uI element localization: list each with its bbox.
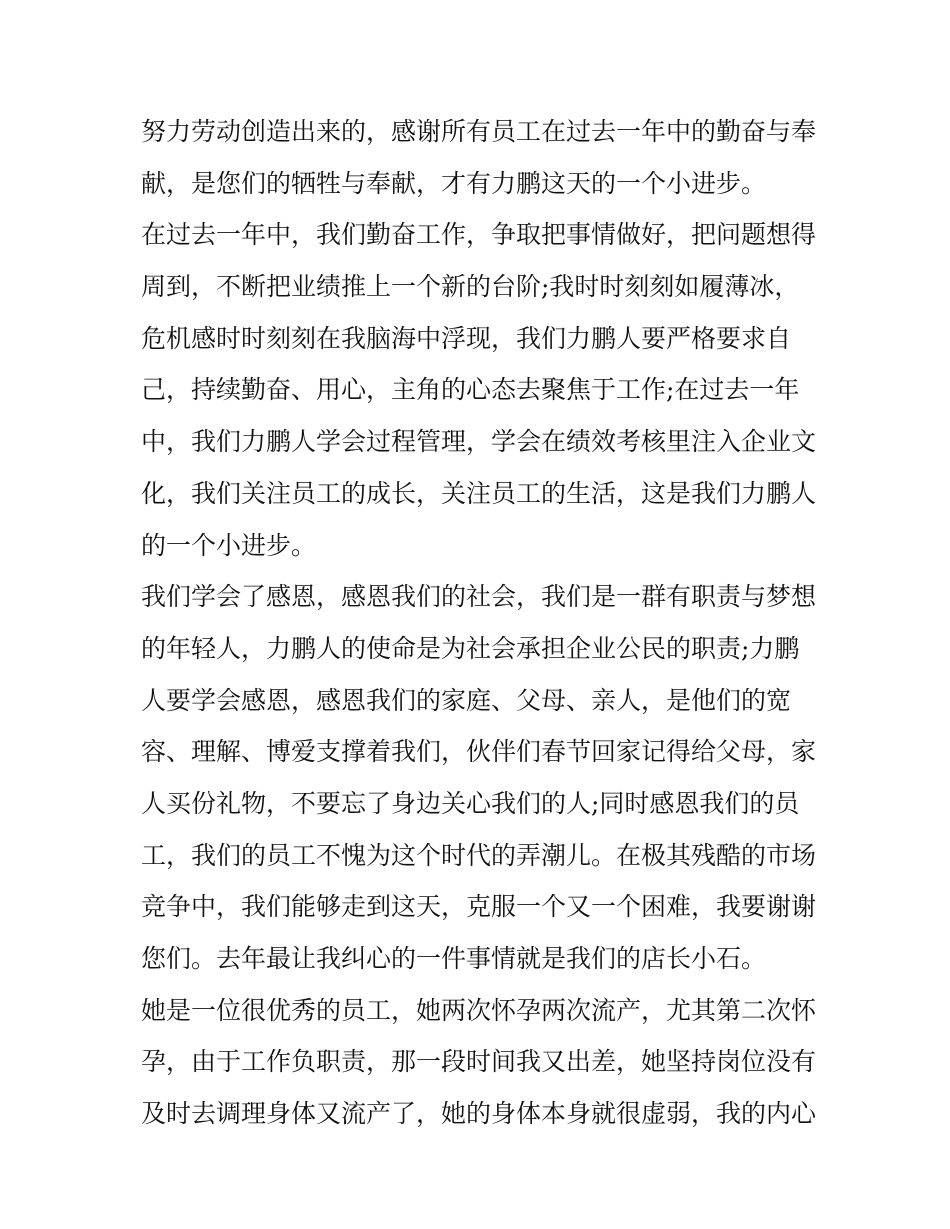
body-text xyxy=(141,106,821,1140)
text-line: 在过去一年中，我们勤奋工作，争取把事情做好，把问题想得 xyxy=(141,220,817,250)
text-line: 工，我们的员工不愧为这个时代的弄潮儿。在极其残酷的市场 xyxy=(141,840,817,870)
text-line: 的一个小进步。 xyxy=(141,530,317,560)
text-line: 人买份礼物，不要忘了身边关心我们的人;同时感恩我们的员 xyxy=(141,788,800,818)
text-line: 及时去调理身体又流产了，她的身体本身就很虚弱，我的内心 xyxy=(141,1099,817,1129)
text-line: 己，持续勤奋、用心，主角的心态去聚焦于工作;在过去一年 xyxy=(141,375,800,405)
text-line: 努力劳动创造出来的，感谢所有员工在过去一年中的勤奋与奉 xyxy=(141,117,817,146)
text-line: 化，我们关注员工的成长，关注员工的生活，这是我们力鹏人 xyxy=(141,478,817,508)
text-line: 献，是您们的牺牲与奉献，才有力鹏这天的一个小进步。 xyxy=(141,168,767,198)
text-line: 人要学会感恩，感恩我们的家庭、父母、亲人，是他们的宽 xyxy=(141,685,792,715)
text-line: 危机感时时刻刻在我脑海中浮现，我们力鹏人要严格要求自 xyxy=(141,323,792,353)
text-line: 您们。去年最让我纠心的一件事情就是我们的店长小石。 xyxy=(141,944,767,973)
text-line: 中，我们力鹏人学会过程管理，学会在绩效考核里注入企业文 xyxy=(141,427,817,457)
text-line: 的年轻人，力鹏人的使命是为社会承担企业公民的职责;力鹏 xyxy=(141,633,800,663)
text-line: 她是一位很优秀的员工，她两次怀孕两次流产，尤其第二次怀 xyxy=(141,995,817,1025)
text-line: 竞争中，我们能够走到这天，克服一个又一个困难，我要谢谢 xyxy=(141,892,817,922)
text-line: 容、理解、博爱支撑着我们，伙伴们春节回家记得给父母，家 xyxy=(141,737,817,767)
text-line: 孕，由于工作负职责，那一段时间我又出差，她坚持岗位没有 xyxy=(141,1047,817,1077)
text-line: 我们学会了感恩，感恩我们的社会，我们是一群有职责与梦想 xyxy=(141,582,817,612)
text-line: 周到，不断把业绩推上一个新的台阶;我时时刻刻如履薄冰， xyxy=(141,272,800,302)
